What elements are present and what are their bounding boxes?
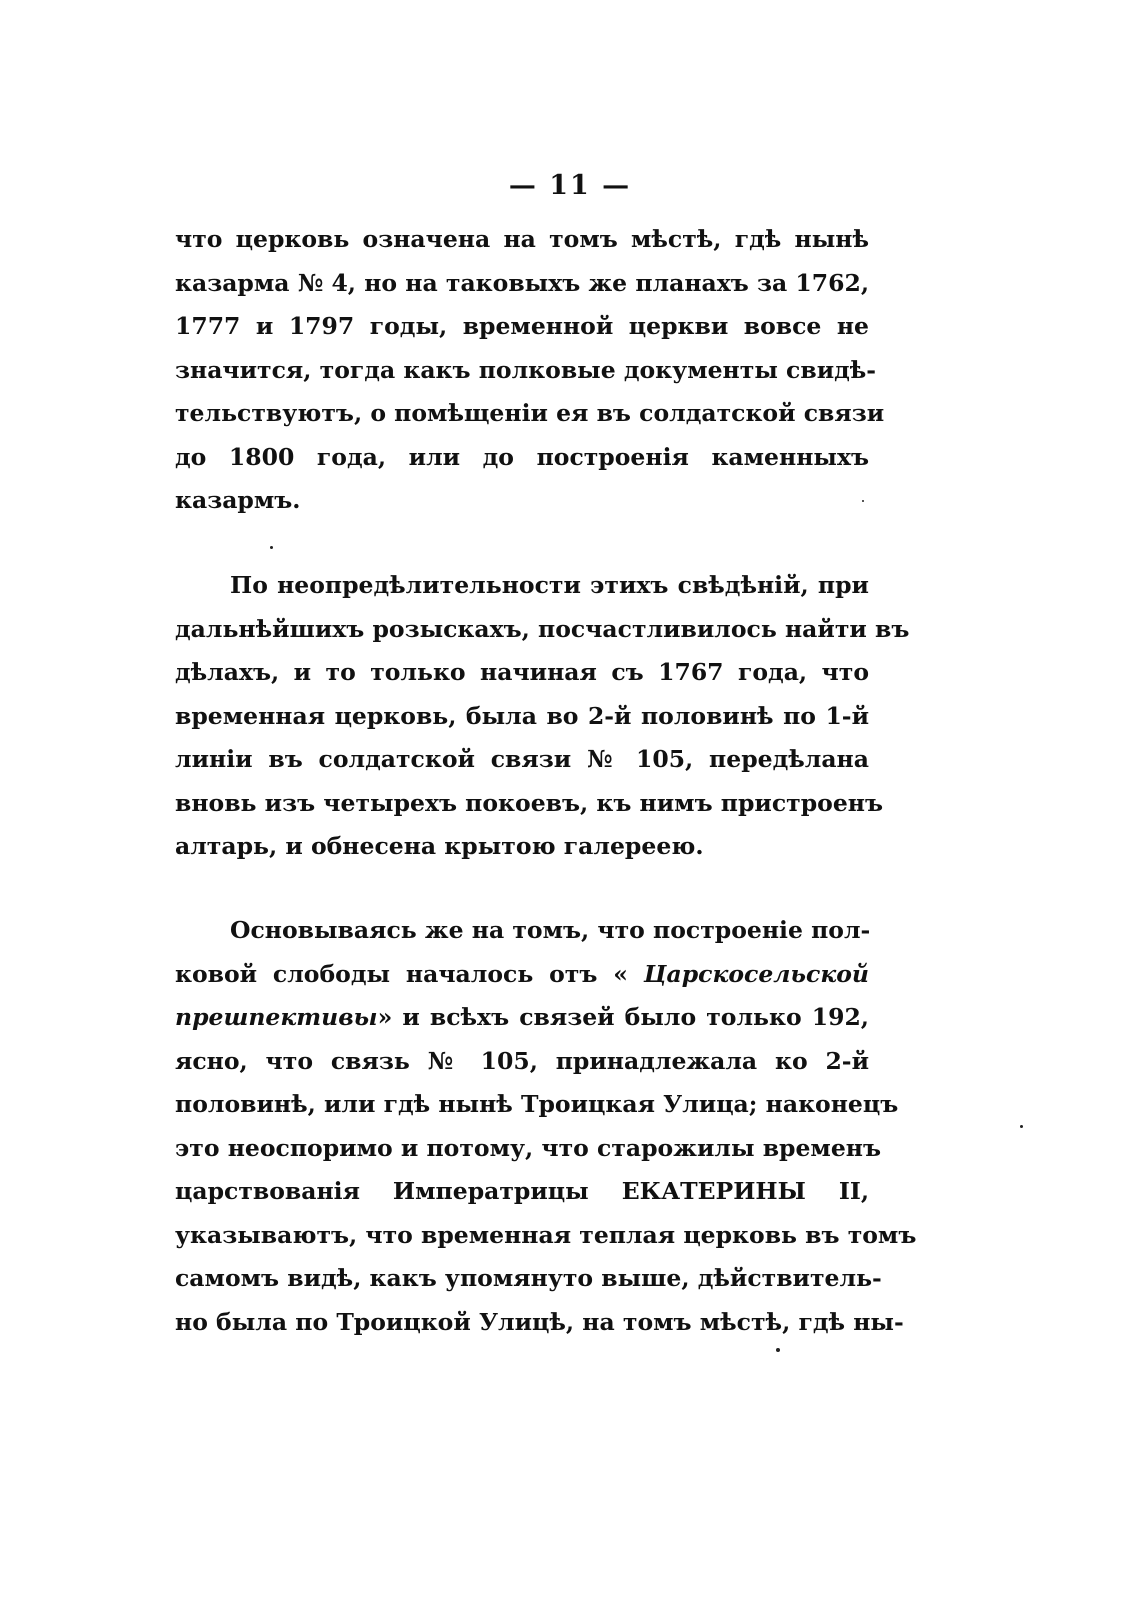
paragraph-1	[175, 218, 885, 523]
text-line: По неопредѣлительности этихъ свѣдѣній, при	[230, 571, 869, 599]
text-line: ясно, что связь № 105, принадлежала ко 2-й	[175, 1046, 869, 1075]
print-speck	[862, 500, 864, 502]
text-line: Основываясь же на томъ, что построеніе пол-	[230, 916, 871, 944]
text-line: царствованія Императрицы ЕКАТЕРИНЫ II,	[175, 1177, 869, 1205]
text-segment: ковой слободы началось отъ «	[175, 959, 644, 988]
page-number: — 11 —	[508, 170, 632, 201]
text-line-with-italic	[175, 953, 869, 997]
text-line: это неоспоримо и потому, что старожилы временъ	[175, 1133, 881, 1162]
paragraph-2	[175, 564, 910, 869]
italic-phrase: Царскосельской	[643, 959, 869, 988]
text-line: вновь изъ четырехъ покоевъ, къ нимъ пристроенъ	[175, 788, 884, 817]
text-line: указываютъ, что временная теплая церковь въ томъ	[175, 1220, 917, 1249]
text-line: самомъ видѣ, какъ упомянуто выше, дѣйствитель-	[175, 1264, 882, 1292]
text-line: казарма № 4, но на таковыхъ же планахъ за 1762,	[175, 268, 869, 297]
print-speck	[1020, 1125, 1023, 1128]
italic-phrase: прешпективы	[175, 1003, 378, 1031]
text-line: дальнѣйшихъ розыскахъ, посчастливилось найти въ	[175, 614, 910, 643]
text-line: казармъ.	[175, 486, 301, 514]
text-line: что церковь означена на томъ мѣстѣ, гдѣ нынѣ	[175, 225, 869, 253]
text-line: но была по Троицкой Улицѣ, на томъ мѣстѣ, гдѣ ны-	[175, 1307, 904, 1336]
text-line: тельствуютъ, о помѣщеніи ея въ солдатской связи	[175, 399, 885, 427]
text-line: до 1800 года, или до построенія каменныхъ	[175, 442, 869, 471]
print-speck	[270, 546, 273, 549]
text-line: дѣлахъ, и то только начиная съ 1767 года, что	[175, 658, 869, 686]
text-segment: » и всѣхъ связей было только 192,	[377, 1003, 869, 1031]
text-line: временная церковь, была во 2-й половинѣ по 1-й	[175, 701, 869, 730]
text-line: алтарь, и обнесена крытою галереею.	[175, 832, 704, 860]
print-speck	[776, 1348, 780, 1352]
text-line: линіи въ солдатской связи № 105, передѣлана	[175, 745, 869, 773]
text-line: 1777 и 1797 годы, временной церкви вовсе не	[175, 312, 869, 340]
text-line: половинѣ, или гдѣ нынѣ Троицкая Улица; наконецъ	[175, 1090, 899, 1118]
paragraph-3	[175, 909, 917, 1344]
text-line: значится, тогда какъ полковые документы свидѣ-	[175, 355, 877, 384]
text-line-with-italic	[175, 996, 869, 1040]
